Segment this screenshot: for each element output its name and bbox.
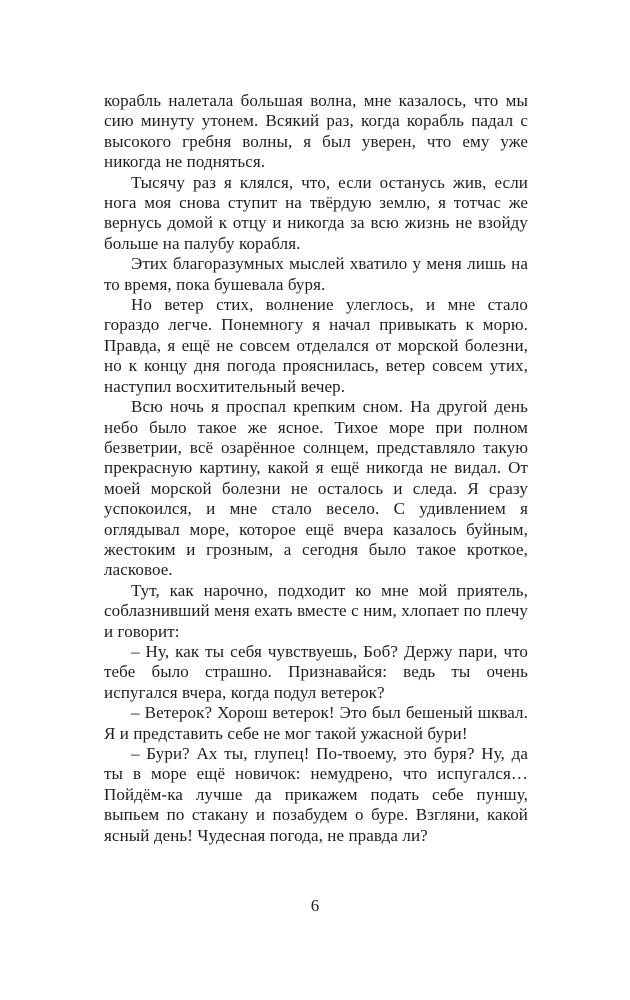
dialogue-paragraph-1: – Ну, как ты себя чувствуешь, Боб? Держу пари, что тебе было страшно. Признавайся: ведь ты очень испугался вчера, когда подул ветерок? [104, 641, 528, 702]
paragraph-2: Тысячу раз я клялся, что, если останусь жив, если нога моя снова ступит на твёрдую землю, я тотчас же вернусь домой к отцу и никогда за всю жизнь не взойду больше на палубу корабля. [104, 172, 528, 253]
dialogue-paragraph-3: – Бури? Ах ты, глупец! По-твоему, это буря? Ну, да ты в море ещё новичок: немудрено, что испугался… Пойдём-ка лучше да прикажем подать себе пуншу, выпьем по стакану и позабудем о буре. Взгляни, какой ясный день! Чудесная погода, не правда ли? [104, 744, 528, 845]
paragraph-6: Тут, как нарочно, подходит ко мне мой приятель, соблазнивший меня ехать вместе с ним, хлопает по плечу и говорит: [104, 580, 528, 641]
paragraph-4: Но ветер стих, волнение улеглось, и мне стало гораздо легче. Понемногу я начал привыкать к морю. Правда, я ещё не совсем отделался от морской болезни, но к концу дня погода прояснилась, ветер совсем утих, наступил восхитительный вечер. [104, 295, 528, 396]
paragraph-3: Этих благоразумных мыслей хватило у меня лишь на то время, пока бушевала буря. [104, 254, 528, 294]
dialogue-paragraph-2: – Ветерок? Хорош ветерок! Это был бешеный шквал. Я и представить себе не мог такой ужасной бури! [104, 703, 528, 743]
page-text [104, 91, 528, 846]
paragraph-5: Всю ночь я проспал крепким сном. На другой день небо было такое же ясное. Тихое море при полном безветрии, всё озарённое солнцем, представляло такую прекрасную картину, какой я ещё никогда не видал. От моей морской болезни не осталось и следа. Я сразу успокоился, и мне стало весело. С удивлением я оглядывал море, которое ещё вчера казалось буйным, жестоким и грозным, а сегодня было такое кроткое, ласковое. [104, 397, 528, 580]
paragraph-1: корабль налетала большая волна, мне казалось, что мы сию минуту утонем. Всякий раз, когда корабль падал с высокого гребня волны, я был уверен, что ему уже никогда не подняться. [104, 91, 528, 172]
page-number: 6 [310, 896, 320, 915]
